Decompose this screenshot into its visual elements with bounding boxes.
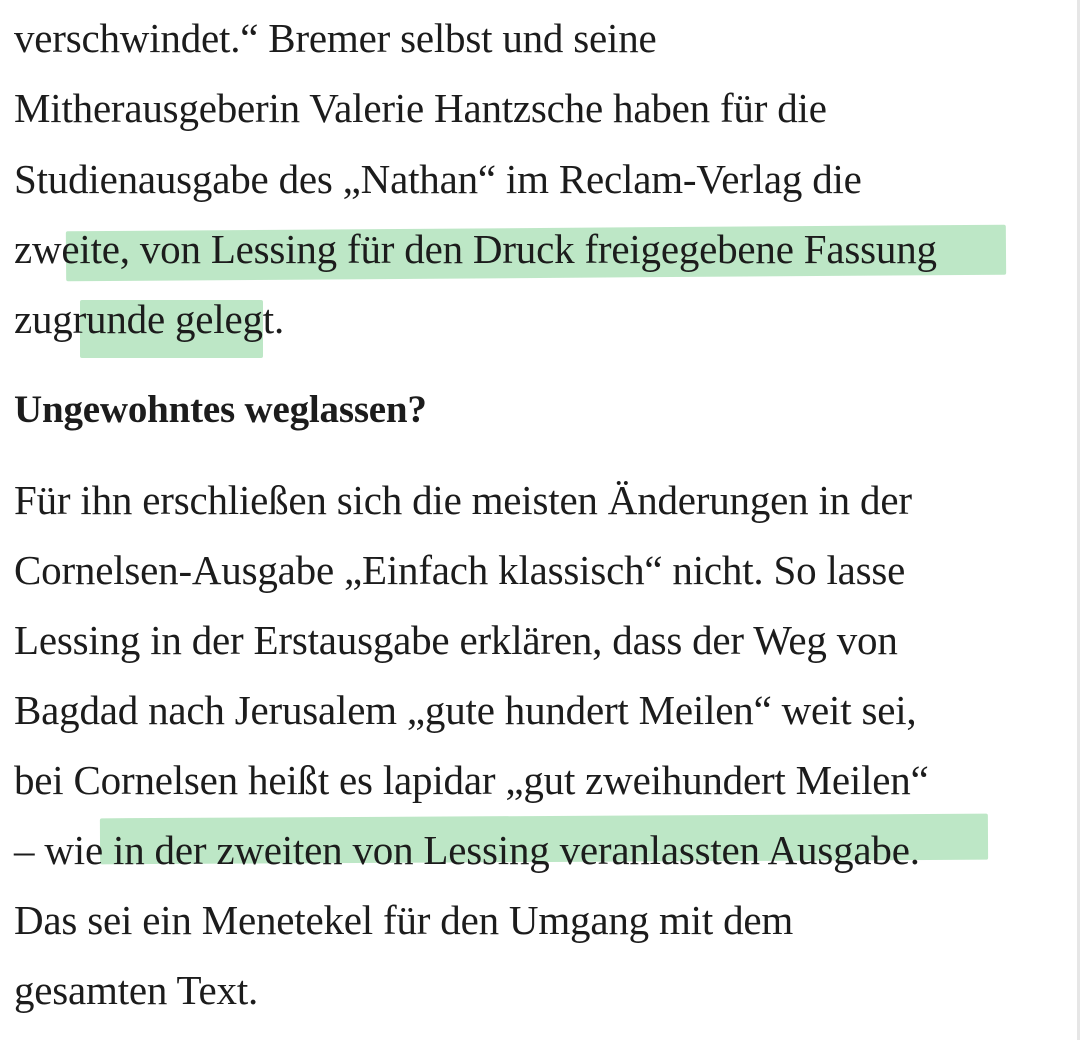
- paragraph-line: Für ihn erschließen sich die meisten Änderungen in der: [14, 477, 912, 523]
- paragraph-line: Bagdad nach Jerusalem „gute hundert Meilen“ weit sei,: [14, 687, 917, 733]
- paragraph-line: bei Cornelsen heißt es lapidar „gut zweihundert Meilen“: [14, 757, 929, 803]
- paragraph-line: Mitherausgeberin Valerie Hantzsche haben für die: [14, 85, 827, 131]
- section-heading: Ungewohntes weglassen?: [14, 388, 427, 431]
- paragraph-line: – wie in der zweiten von Lessing veranlassten Ausgabe.: [14, 827, 920, 873]
- paragraph-line: verschwindet.“ Bremer selbst und seine: [14, 15, 657, 61]
- paragraph-line: Lessing in der Erstausgabe erklären, dass der Weg von: [14, 617, 898, 663]
- paragraph-line: zweite, von Lessing für den Druck freigegebene Fassung: [14, 226, 937, 272]
- paragraph-line: Studienausgabe des „Nathan“ im Reclam-Verlag die: [14, 156, 862, 202]
- paragraph-line: Cornelsen-Ausgabe „Einfach klassisch“ nicht. So lasse: [14, 547, 906, 593]
- paragraph-line: gesamten Text.: [14, 967, 259, 1013]
- paragraph-line: zugrunde gelegt.: [14, 296, 285, 342]
- paragraph-line: Das sei ein Menetekel für den Umgang mit dem: [14, 897, 794, 943]
